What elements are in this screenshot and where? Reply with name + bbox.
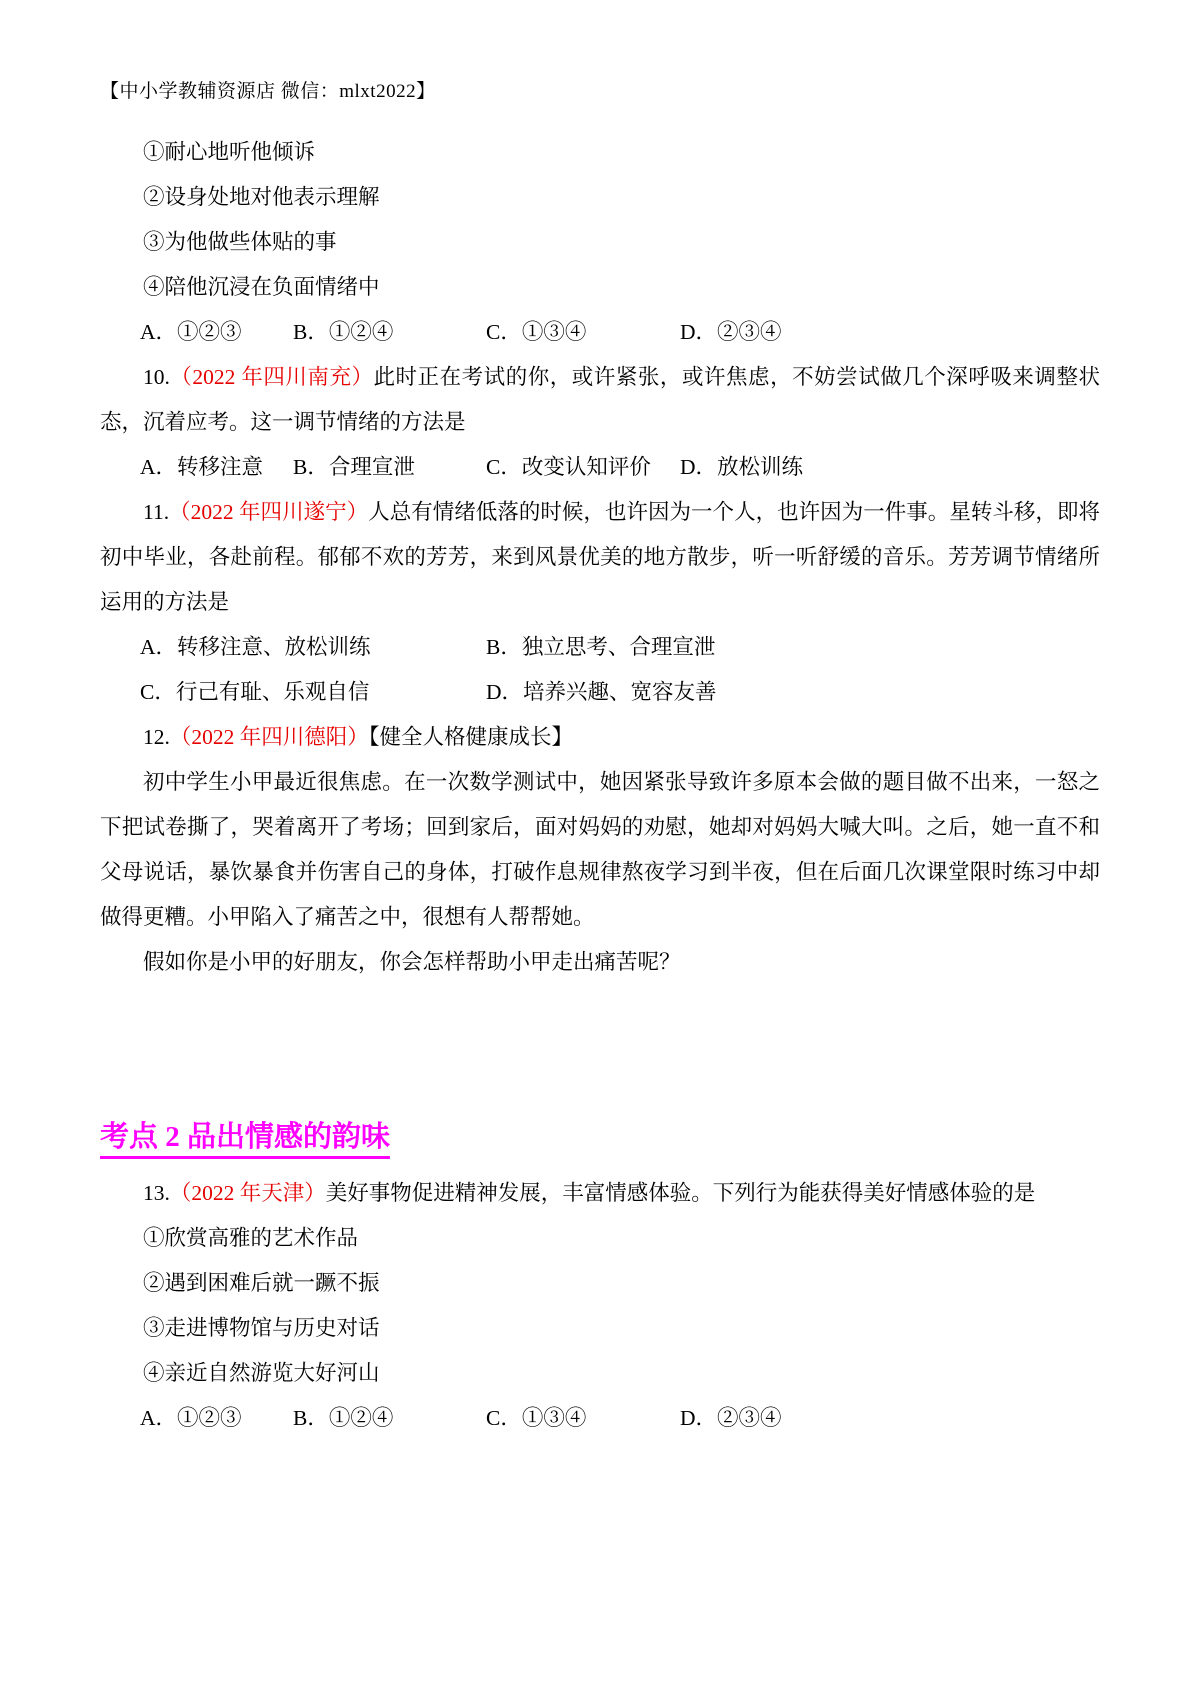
q13-item-4: ④亲近自然游览大好河山 <box>143 1361 380 1385</box>
q12-prompt: 假如你是小甲的好朋友，你会怎样帮助小甲走出痛苦呢？ <box>143 950 681 974</box>
q9-option-a: A．①②③ <box>140 320 242 344</box>
q9-option-b: B．①②④ <box>293 320 394 344</box>
q10-option-b: B．合理宣泄 <box>293 455 415 479</box>
q9-item-3: ③为他做些体贴的事 <box>143 230 337 254</box>
q11-option-b: B．独立思考、合理宣泄 <box>486 635 716 659</box>
q12-tag: 【健全人格健康成长】 <box>368 725 574 749</box>
q9-options-row <box>100 310 1100 355</box>
q13-item-2: ②遇到困难后就一蹶不振 <box>143 1271 380 1295</box>
section-heading <box>100 1117 1100 1157</box>
q10-stem-text: 此时正在考试的你，或许紧张，或许焦虑，不妨尝试做几个深呼吸来调整状态，沉着应考。这一调节情绪的方法是 <box>100 365 1100 434</box>
q13-option-d: D．②③④ <box>680 1406 782 1430</box>
q9-option-d: D．②③④ <box>680 320 782 344</box>
q13-options-row <box>100 1396 1100 1441</box>
section-heading-text: 考点 2 品出情感的韵味 <box>100 1121 390 1159</box>
q9-item-4: ④陪他沉浸在负面情绪中 <box>143 275 380 299</box>
q13-item-1: ①欣赏高雅的艺术作品 <box>143 1226 359 1250</box>
store-watermark: 【中小学教辅资源店 微信：mlxt2022】 <box>100 81 436 102</box>
q11-source: （2022 年四川遂宁） <box>169 500 369 524</box>
q10-source: （2022 年四川南充） <box>169 365 374 389</box>
q11-option-a: A．转移注意、放松训练 <box>140 635 371 659</box>
q13-item-3: ③走进博物馆与历史对话 <box>143 1316 380 1340</box>
q13-option-b: B．①②④ <box>293 1406 394 1430</box>
q11-options-row-2 <box>100 670 1100 715</box>
q10-options-row <box>100 445 1100 490</box>
q13-number: 13. <box>143 1181 170 1205</box>
q11-option-c: C．行己有耻、乐观自信 <box>140 680 370 704</box>
q13-option-a: A．①②③ <box>140 1406 242 1430</box>
q12-header <box>100 715 1100 760</box>
q11-options-row-1 <box>100 625 1100 670</box>
q9-option-c: C．①③④ <box>486 320 587 344</box>
q10-number: 10. <box>143 365 170 389</box>
q10-option-c: C．改变认知评价 <box>486 455 651 479</box>
q9-item-1: ①耐心地听他倾诉 <box>143 140 316 164</box>
q13-option-c: C．①③④ <box>486 1406 587 1430</box>
q11-stem-text: 人总有情绪低落的时候，也许因为一个人，也许因为一件事。星转斗移，即将初中毕业，各赴前程。郁郁不欢的芳芳，来到风景优美的地方散步，听一听舒缓的音乐。芳芳调节情绪所运用的方法是 <box>100 500 1100 614</box>
document-body <box>100 130 1100 1441</box>
q13-source: （2022 年天津） <box>169 1181 326 1205</box>
q13-stem-text: 美好事物促进精神发展，丰富情感体验。下列行为能获得美好情感体验的是 <box>325 1181 1036 1205</box>
q9-item-2: ②设身处地对他表示理解 <box>143 185 380 209</box>
q12-number: 12. <box>143 725 170 749</box>
q12-body: 初中学生小甲最近很焦虑。在一次数学测试中，她因紧张导致许多原本会做的题目做不出来，一怒之下把试卷撕了，哭着离开了考场；回到家后，面对妈妈的劝慰，她却对妈妈大喊大叫。之后，她一直不和父母说话，暴饮暴食并伤害自己的身体，打破作息规律熬夜学习到半夜，但在后面几次课堂限时练习中却做得更糟。小甲陷入了痛苦之中，很想有人帮帮她。 <box>100 770 1100 929</box>
q10-option-a: A．转移注意 <box>140 455 264 479</box>
q11-number: 11. <box>143 500 170 524</box>
q13-stem <box>100 1171 1100 1216</box>
q10-option-d: D．放松训练 <box>680 455 804 479</box>
q10-stem <box>100 355 1100 445</box>
q12-source: （2022 年四川德阳） <box>169 725 369 749</box>
q11-option-d: D．培养兴趣、宽容友善 <box>486 680 717 704</box>
q11-stem <box>100 490 1100 625</box>
